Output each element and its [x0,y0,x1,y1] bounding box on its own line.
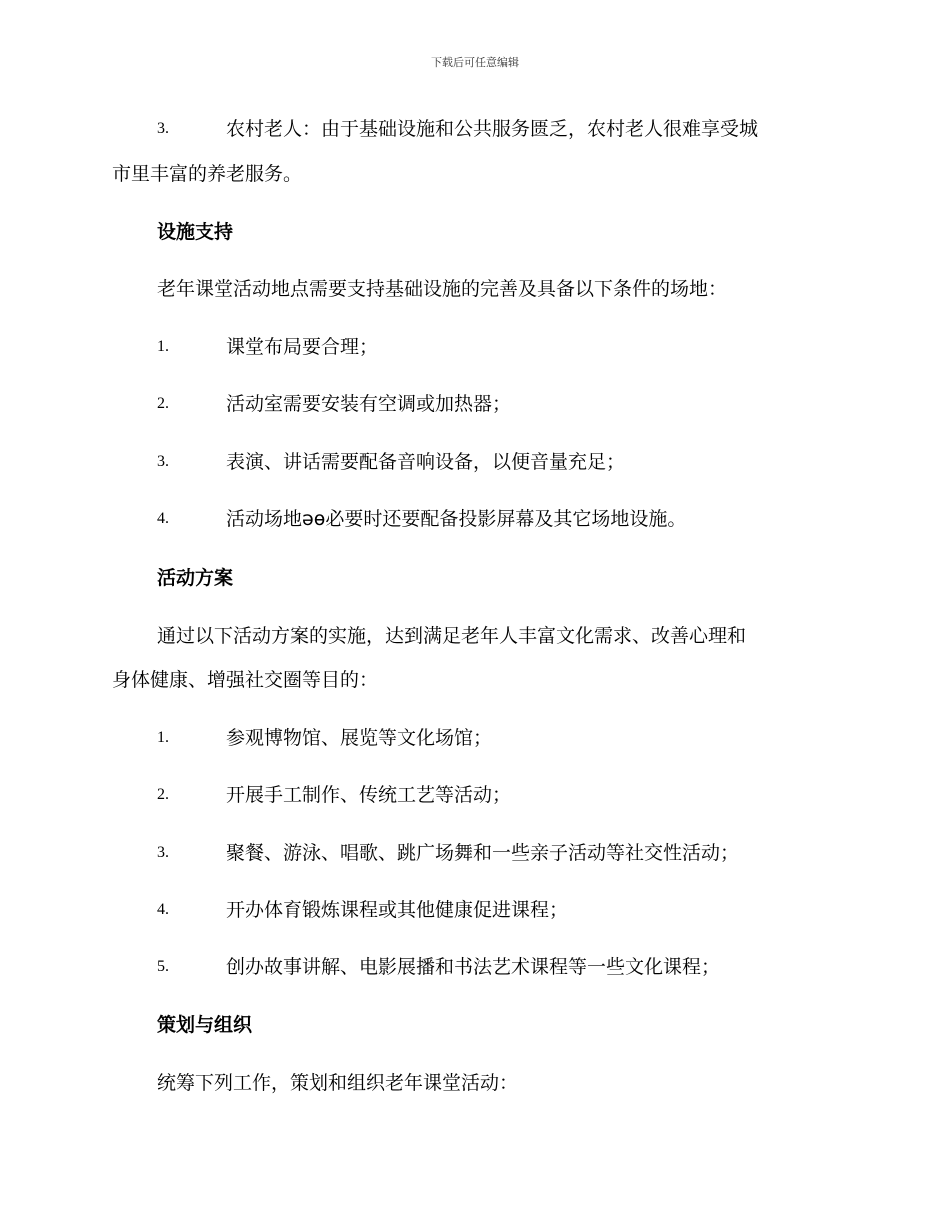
list-item-text: 参观博物馆、展览等文化场馆； [226,727,493,749]
list-item-text: 开办体育锻炼课程或其他健康促进课程； [226,899,569,921]
list-item-text: 创办故事讲解、电影展播和书法艺术课程等一些文化课程； [226,956,721,978]
list-number: 3. [157,453,169,470]
list-number: 2. [157,395,169,412]
list-number: 4. [157,901,169,918]
list-item-text: 课堂布局要合理； [226,336,379,358]
list-item-text: 农村老人：由于基础设施和公共服务匮乏，农村老人很难享受城 [226,118,759,140]
list-item-text: 表演、讲话需要配备音响设备，以便音量充足； [226,451,626,473]
list-item-text: 开展手工制作、传统工艺等活动； [226,784,512,806]
list-item-continuation: 市里丰富的养老服务。 [112,163,303,185]
section-intro: 老年课堂活动地点需要支持基础设施的完善及具备以下条件的场地： [157,278,728,300]
list-number: 5. [157,958,169,975]
list-number: 3. [157,844,169,861]
list-number: 1. [157,338,169,355]
list-item-text: 活动场地əѳ必要时还要配备投影屏幕及其它场地设施。 [226,508,687,530]
section-heading-organization: 策划与组织 [157,1014,253,1036]
section-intro: 通过以下活动方案的实施，达到满足老年人丰富文化需求、改善心理和 [157,625,747,647]
list-item-text: 活动室需要安装有空调或加热器； [226,393,512,415]
list-number: 3. [157,120,169,137]
section-intro: 统筹下列工作，策划和组织老年课堂活动： [157,1072,519,1094]
list-number: 2. [157,786,169,803]
list-item-text: 聚餐、游泳、唱歌、跳广场舞和一些亲子活动等社交性活动； [226,842,740,864]
page-header: 下载后可任意编辑 [431,56,519,69]
section-heading-facilities: 设施支持 [157,221,234,243]
list-number: 4. [157,510,169,527]
section-intro-continuation: 身体健康、增强社交圈等目的： [112,669,379,691]
list-number: 1. [157,729,169,746]
section-heading-plan: 活动方案 [157,567,234,589]
